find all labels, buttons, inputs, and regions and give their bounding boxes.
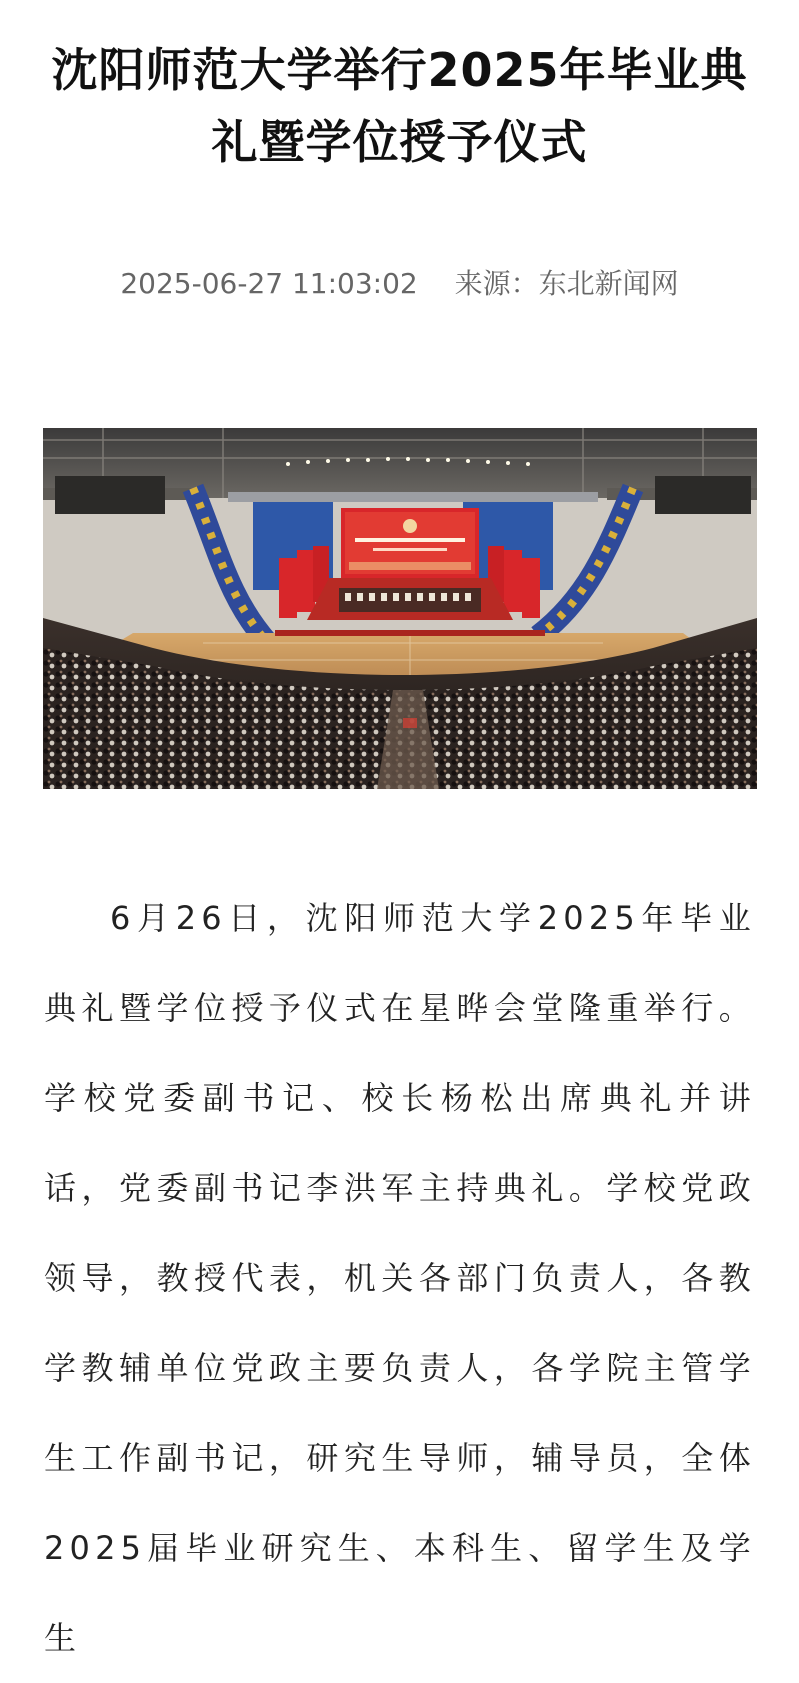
article-meta — [0, 262, 799, 306]
publish-datetime: 2025-06-27 11:03:02 — [120, 267, 418, 300]
article-source: 来源：东北新闻网 — [454, 267, 679, 300]
ceremony-photo — [43, 428, 757, 789]
article-title: 沈阳师范大学举行2025年毕业典礼暨学位授予仪式 — [51, 43, 748, 169]
article-body: 6月26日，沈阳师范大学2025年毕业典礼暨学位授予仪式在星晔会堂隆重举行。学校党委副书记、校长杨松出席典礼并讲话，党委副书记李洪军主持典礼。学校党政领导，教授代表，机关各部门负责人，各教学教辅单位党政主要负责人，各学院主管学生工作副书记，研究生导师，辅导员，全体2025届毕业研究生、本科生、留学生及学生 — [44, 899, 756, 1657]
